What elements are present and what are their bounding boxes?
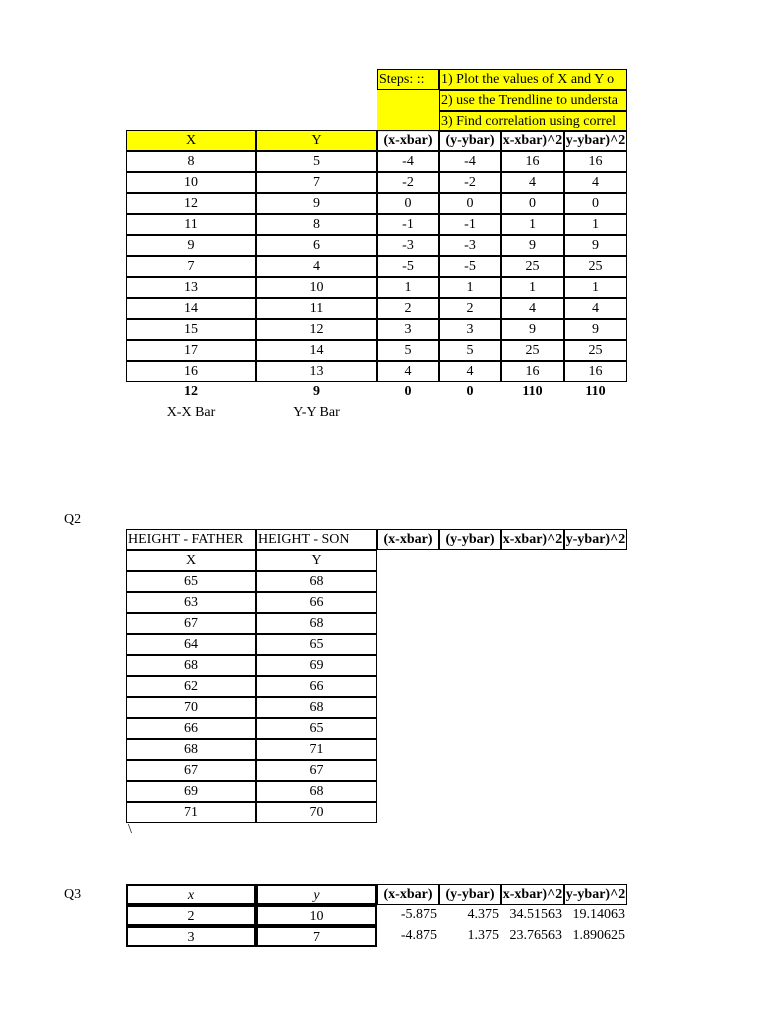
q2-cell[interactable]: 63 bbox=[126, 592, 256, 613]
q1-cell[interactable]: 8 bbox=[126, 151, 256, 172]
q2-cell[interactable]: 68 bbox=[256, 697, 377, 718]
q1-bar-label-1[interactable]: Y-Y Bar bbox=[293, 405, 340, 420]
q1-cell[interactable]: 16 bbox=[501, 151, 564, 172]
q2-cell[interactable]: 71 bbox=[256, 739, 377, 760]
q1-cell[interactable]: 0 bbox=[564, 193, 627, 214]
step-3[interactable]: 3) Find correlation using correl bbox=[439, 111, 627, 132]
step-2[interactable]: 2) use the Trendline to understa bbox=[439, 90, 627, 111]
q3-cell[interactable]: 2 bbox=[126, 905, 256, 926]
q2-cell[interactable]: 70 bbox=[256, 802, 377, 823]
q1-header-2[interactable]: (x-xbar) bbox=[377, 130, 439, 151]
q2-subheader-1[interactable]: Y bbox=[256, 550, 377, 571]
q1-cell[interactable]: 13 bbox=[126, 277, 256, 298]
q1-cell[interactable]: -5 bbox=[377, 256, 439, 277]
q2-cell[interactable]: 68 bbox=[256, 613, 377, 634]
q1-cell[interactable]: 7 bbox=[256, 172, 377, 193]
q1-cell[interactable]: -4 bbox=[439, 151, 501, 172]
q1-cell[interactable]: 9 bbox=[126, 235, 256, 256]
q2-cell[interactable]: 69 bbox=[256, 655, 377, 676]
q1-cell[interactable]: 16 bbox=[564, 151, 627, 172]
step-1[interactable]: 1) Plot the values of X and Y o bbox=[439, 69, 627, 90]
q1-header-0[interactable]: X bbox=[126, 130, 256, 151]
q3-header-1[interactable]: y bbox=[256, 884, 377, 905]
q2-cell[interactable]: 68 bbox=[256, 571, 377, 592]
q1-cell[interactable]: 16 bbox=[564, 361, 627, 382]
q1-cell[interactable]: 9 bbox=[501, 319, 564, 340]
q1-header-1[interactable]: Y bbox=[256, 130, 377, 151]
q1-total-3[interactable]: 0 bbox=[466, 384, 474, 399]
q2-cell[interactable]: 68 bbox=[126, 655, 256, 676]
q2-cell[interactable]: 67 bbox=[256, 760, 377, 781]
q1-cell[interactable]: 3 bbox=[377, 319, 439, 340]
q1-total-1[interactable]: 9 bbox=[313, 384, 320, 399]
q1-cell[interactable]: -1 bbox=[377, 214, 439, 235]
q2-cell[interactable]: 70 bbox=[126, 697, 256, 718]
q2-header-3[interactable]: (y-ybar) bbox=[439, 529, 501, 550]
q1-cell[interactable]: 8 bbox=[256, 214, 377, 235]
q1-cell[interactable]: 4 bbox=[256, 256, 377, 277]
q3-label: Q3 bbox=[64, 887, 82, 902]
q1-cell[interactable]: 1 bbox=[501, 277, 564, 298]
q2-cell[interactable]: 62 bbox=[126, 676, 256, 697]
q1-total-5[interactable]: 110 bbox=[585, 384, 606, 399]
q2-subheader-0[interactable]: X bbox=[126, 550, 256, 571]
q1-cell[interactable]: -3 bbox=[439, 235, 501, 256]
q1-header-4[interactable]: x-xbar)^2 bbox=[501, 130, 564, 151]
q2-label: Q2 bbox=[64, 512, 82, 527]
q2-cell[interactable]: 65 bbox=[126, 571, 256, 592]
q3-cell[interactable]: 4.375 bbox=[467, 907, 499, 922]
q2-header-2[interactable]: (x-xbar) bbox=[377, 529, 439, 550]
q2-cell[interactable]: 65 bbox=[256, 718, 377, 739]
q2-header-4[interactable]: x-xbar)^2 bbox=[501, 529, 564, 550]
q1-cell[interactable]: -2 bbox=[377, 172, 439, 193]
q1-cell[interactable]: 12 bbox=[126, 193, 256, 214]
q3-cell[interactable]: 3 bbox=[126, 926, 256, 947]
q1-header-3[interactable]: (y-ybar) bbox=[439, 130, 501, 151]
q1-cell[interactable]: 25 bbox=[564, 256, 627, 277]
q3-cell[interactable]: -5.875 bbox=[400, 907, 437, 922]
q1-cell[interactable]: 25 bbox=[501, 340, 564, 361]
q3-cell[interactable]: 7 bbox=[256, 926, 377, 947]
q1-bar-label-0[interactable]: X-X Bar bbox=[166, 405, 216, 420]
q3-cell[interactable]: 19.14063 bbox=[572, 907, 625, 922]
q2-cell[interactable]: 66 bbox=[126, 718, 256, 739]
q1-total-0[interactable]: 12 bbox=[184, 384, 198, 399]
q1-cell[interactable]: 10 bbox=[256, 277, 377, 298]
q1-cell[interactable]: 3 bbox=[439, 319, 501, 340]
q1-cell[interactable]: 1 bbox=[439, 277, 501, 298]
q1-cell[interactable]: 4 bbox=[501, 172, 564, 193]
q1-cell[interactable]: 5 bbox=[439, 340, 501, 361]
q1-cell[interactable]: 1 bbox=[564, 214, 627, 235]
q1-cell[interactable]: 25 bbox=[564, 340, 627, 361]
q3-header-5[interactable]: y-ybar)^2 bbox=[564, 884, 627, 905]
stray-backslash: \ bbox=[128, 822, 132, 837]
q1-total-4[interactable]: 110 bbox=[522, 384, 543, 399]
q1-cell[interactable]: 7 bbox=[126, 256, 256, 277]
q1-cell[interactable]: 0 bbox=[439, 193, 501, 214]
q3-cell[interactable]: -4.875 bbox=[400, 928, 437, 943]
q2-cell[interactable]: 69 bbox=[126, 781, 256, 802]
q3-header-0[interactable]: x bbox=[126, 884, 256, 905]
q1-cell[interactable]: 25 bbox=[501, 256, 564, 277]
q1-cell[interactable]: 16 bbox=[126, 361, 256, 382]
q2-cell[interactable]: 71 bbox=[126, 802, 256, 823]
q1-cell[interactable]: -5 bbox=[439, 256, 501, 277]
q1-cell[interactable]: 0 bbox=[501, 193, 564, 214]
q2-header-0[interactable]: HEIGHT - FATHER bbox=[126, 529, 256, 550]
q1-cell[interactable]: 12 bbox=[256, 319, 377, 340]
q1-cell[interactable]: 17 bbox=[126, 340, 256, 361]
q3-cell[interactable]: 1.375 bbox=[467, 928, 499, 943]
q1-cell[interactable]: -4 bbox=[377, 151, 439, 172]
q2-cell[interactable]: 68 bbox=[126, 739, 256, 760]
steps-label-fill[interactable] bbox=[377, 90, 439, 132]
q3-header-3[interactable]: (y-ybar) bbox=[439, 884, 501, 905]
q1-cell[interactable]: 11 bbox=[256, 298, 377, 319]
q3-cell[interactable]: 23.76563 bbox=[509, 928, 562, 943]
q1-total-2[interactable]: 0 bbox=[404, 384, 412, 399]
q1-cell[interactable]: 9 bbox=[501, 235, 564, 256]
q1-cell[interactable]: -3 bbox=[377, 235, 439, 256]
q2-cell[interactable]: 66 bbox=[256, 676, 377, 697]
q2-cell[interactable]: 68 bbox=[256, 781, 377, 802]
q1-cell[interactable]: 1 bbox=[564, 277, 627, 298]
q1-cell[interactable]: 10 bbox=[126, 172, 256, 193]
q2-header-1[interactable]: HEIGHT - SON bbox=[256, 529, 377, 550]
q3-header-4[interactable]: x-xbar)^2 bbox=[501, 884, 564, 905]
q1-cell[interactable]: 4 bbox=[439, 361, 501, 382]
q1-cell[interactable]: 6 bbox=[256, 235, 377, 256]
q1-cell[interactable]: 4 bbox=[564, 172, 627, 193]
q3-cell[interactable]: 10 bbox=[256, 905, 377, 926]
q1-header-5[interactable]: y-ybar)^2 bbox=[564, 130, 627, 151]
steps-label[interactable]: Steps: :: bbox=[377, 69, 439, 90]
q1-cell[interactable]: 9 bbox=[564, 235, 627, 256]
q1-cell[interactable]: 15 bbox=[126, 319, 256, 340]
q2-header-5[interactable]: y-ybar)^2 bbox=[564, 529, 627, 550]
q1-cell[interactable]: 2 bbox=[377, 298, 439, 319]
q1-cell[interactable]: 16 bbox=[501, 361, 564, 382]
q1-cell[interactable]: 4 bbox=[501, 298, 564, 319]
q1-cell[interactable]: 4 bbox=[377, 361, 439, 382]
q1-cell[interactable]: 9 bbox=[256, 193, 377, 214]
q1-cell[interactable]: 2 bbox=[439, 298, 501, 319]
q1-cell[interactable]: -1 bbox=[439, 214, 501, 235]
q1-cell[interactable]: -2 bbox=[439, 172, 501, 193]
q1-cell[interactable]: 1 bbox=[377, 277, 439, 298]
q1-cell[interactable]: 4 bbox=[564, 298, 627, 319]
q2-cell[interactable]: 64 bbox=[126, 634, 256, 655]
q1-cell[interactable]: 9 bbox=[564, 319, 627, 340]
q2-cell[interactable]: 67 bbox=[126, 613, 256, 634]
q3-header-2[interactable]: (x-xbar) bbox=[377, 884, 439, 905]
q3-cell[interactable]: 1.890625 bbox=[572, 928, 625, 943]
q1-cell[interactable]: 14 bbox=[126, 298, 256, 319]
q1-cell[interactable]: 1 bbox=[501, 214, 564, 235]
q3-cell[interactable]: 34.51563 bbox=[509, 907, 562, 922]
q1-cell[interactable]: 13 bbox=[256, 361, 377, 382]
q1-cell[interactable]: 0 bbox=[377, 193, 439, 214]
q2-cell[interactable]: 67 bbox=[126, 760, 256, 781]
q1-cell[interactable]: 5 bbox=[377, 340, 439, 361]
q1-cell[interactable]: 14 bbox=[256, 340, 377, 361]
q2-cell[interactable]: 66 bbox=[256, 592, 377, 613]
q1-cell[interactable]: 11 bbox=[126, 214, 256, 235]
q1-cell[interactable]: 5 bbox=[256, 151, 377, 172]
q2-cell[interactable]: 65 bbox=[256, 634, 377, 655]
